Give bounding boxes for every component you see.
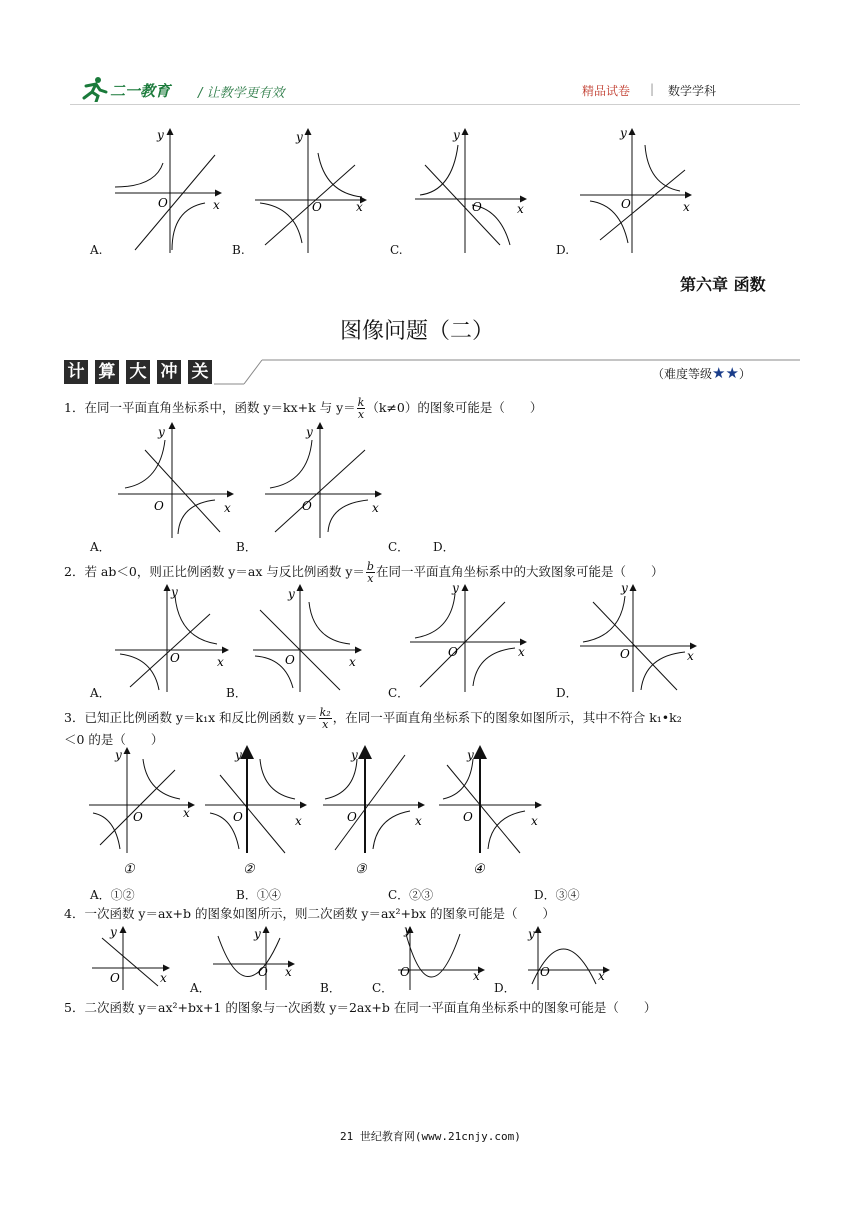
svg-text:O: O — [285, 653, 295, 667]
svg-text:x: x — [687, 649, 694, 663]
q3-option-d: D．③④ — [534, 888, 580, 902]
svg-text:O: O — [258, 965, 268, 979]
question-1: 1．在同一平面直角坐标系中，函数 y＝kx+k 与 y＝ $\frac{k}{x}$ （k≠0）的图象可能是（ ） — [64, 396, 543, 421]
svg-text:y: y — [467, 748, 474, 762]
svg-text:y: y — [404, 924, 411, 937]
q3-graphs — [85, 745, 555, 880]
svg-text:④: ④ — [473, 862, 485, 877]
svg-text:x: x — [683, 200, 690, 214]
question-4: 4．一次函数 y＝ax+b 的图象如图所示，则二次函数 y＝ax²+bx 的图象可能是（ ） — [64, 906, 555, 921]
q1-graph-b — [265, 424, 380, 538]
svg-text:y: y — [306, 425, 313, 439]
difficulty-close: ） — [738, 367, 751, 381]
difficulty-rating — [652, 364, 751, 382]
brand-name: 二一教育 — [110, 82, 171, 100]
svg-text:y: y — [452, 582, 459, 595]
q4-option-a: A． — [190, 981, 211, 995]
svg-text:O: O — [400, 965, 410, 979]
q1-option-a: A． — [90, 540, 111, 554]
q1-graphs — [110, 420, 400, 540]
svg-text:O: O — [158, 196, 168, 210]
q4-option-b: B． — [320, 981, 341, 995]
svg-text:x: x — [217, 655, 224, 669]
q4-graph-d — [527, 927, 608, 990]
svg-text:y: y — [157, 128, 164, 142]
question-5: 5．二次函数 y＝ax²+bx+1 的图象与一次函数 y＝2ax+b 在同一平面直角坐标系中的图象可能是（ ） — [64, 1000, 657, 1015]
q2-graph-a — [115, 585, 227, 692]
q4-option-d: D． — [494, 981, 516, 995]
svg-text:O: O — [133, 810, 143, 824]
svg-text:x: x — [160, 971, 167, 985]
q4-linear-graph — [92, 925, 168, 990]
svg-text:③: ③ — [355, 862, 367, 877]
banner-char-1: 计 — [64, 360, 88, 384]
prev-graph-b — [255, 130, 365, 253]
prev-option-d: D. — [556, 243, 570, 257]
q2-option-c: C． — [388, 686, 410, 700]
q2-graph-d — [580, 582, 695, 692]
q4-graph-c — [398, 924, 483, 990]
svg-text:O: O — [463, 810, 473, 824]
page-title: 图像问题（二） — [340, 319, 495, 344]
q3-graph-1 — [89, 748, 193, 877]
svg-text:y: y — [528, 927, 535, 941]
svg-text:y: y — [621, 582, 628, 595]
header-rule — [70, 104, 800, 105]
prev-graph-d — [580, 126, 690, 253]
svg-text:O: O — [347, 810, 357, 824]
banner-char-2: 算 — [95, 360, 119, 384]
q2-option-b: B． — [226, 686, 247, 700]
q2-graph-b — [253, 586, 360, 692]
svg-text:x: x — [285, 965, 292, 979]
svg-text:y: y — [235, 748, 242, 762]
difficulty-label: （难度等级 — [652, 367, 713, 381]
svg-text:O: O — [448, 645, 458, 659]
q4-graph-a — [213, 927, 293, 990]
difficulty-stars-icon: ★★ — [712, 364, 739, 382]
svg-text:y: y — [351, 748, 358, 762]
svg-text:O: O — [302, 499, 312, 513]
q4-option-c: C． — [372, 981, 394, 995]
svg-text:y: y — [254, 927, 261, 941]
svg-text:y: y — [171, 585, 178, 599]
q3-option-b: B．①④ — [236, 888, 281, 902]
q1-option-c: C． — [388, 540, 410, 554]
banner-char-3: 大 — [126, 360, 150, 384]
svg-text:x: x — [531, 814, 538, 828]
header-subject: 数学学科 — [668, 84, 717, 98]
svg-text:x: x — [183, 806, 190, 820]
header-divider: | — [650, 82, 655, 96]
page-footer: 21 世纪教育网(www.21cnjy.com) — [340, 1130, 521, 1143]
q3-option-c: C．②③ — [388, 888, 434, 902]
svg-text:O: O — [312, 200, 322, 214]
svg-text:y: y — [296, 130, 303, 144]
svg-text:x: x — [518, 645, 525, 659]
q2-graphs — [105, 582, 715, 694]
prev-graph-c — [415, 128, 525, 253]
runner-logo-icon — [78, 76, 108, 102]
q3-fraction: $\frac{\text{k₂}}{x}$ — [319, 706, 331, 731]
question-3: 3．已知正比例函数 y＝k₁x 和反比例函数 y＝ $\frac{\text{k₂}}{x}$ ，在同一平面直角坐标系下的图象如图所示，其中不符合 k₁•k₂ — [64, 706, 682, 731]
q1-option-d: D． — [433, 540, 455, 554]
q2-fraction: $\frac{b}{x}$ — [366, 560, 374, 585]
q2-option-a: A． — [90, 686, 111, 700]
q3-graph-3 — [323, 748, 423, 877]
svg-text:O: O — [620, 647, 630, 661]
banner-char-5: 关 — [188, 360, 212, 384]
svg-text:y: y — [158, 425, 165, 439]
svg-text:O: O — [540, 965, 550, 979]
q3-graph-4 — [439, 748, 540, 877]
svg-text:x: x — [473, 969, 480, 983]
svg-text:x: x — [356, 200, 363, 214]
svg-text:y: y — [115, 748, 122, 762]
header-tag: 精品试卷 — [582, 84, 631, 98]
svg-text:x: x — [517, 202, 524, 216]
svg-text:O: O — [233, 810, 243, 824]
svg-text:y: y — [453, 128, 460, 142]
q2-graph-c — [410, 582, 525, 692]
svg-text:x: x — [295, 814, 302, 828]
q1-graph-a — [118, 424, 232, 538]
q3-option-a: A．①② — [90, 888, 135, 902]
svg-text:y: y — [620, 126, 627, 140]
svg-text:O: O — [472, 200, 482, 214]
question-3-line2: ＜0 的是（ ） — [64, 732, 164, 747]
svg-text:x: x — [372, 501, 379, 515]
svg-text:O: O — [170, 651, 180, 665]
prev-option-b: B. — [232, 243, 245, 257]
svg-text:x: x — [213, 198, 220, 212]
svg-text:O: O — [154, 499, 164, 513]
prev-graph-a — [115, 128, 220, 253]
svg-text:x: x — [224, 501, 231, 515]
section-banner — [64, 358, 800, 386]
banner-char-4: 冲 — [157, 360, 181, 384]
q4-graphs — [88, 924, 618, 992]
chapter-heading: 第六章 函数 — [680, 275, 766, 294]
svg-text:①: ① — [123, 862, 135, 877]
page-header — [70, 72, 800, 104]
svg-text:y: y — [288, 587, 295, 601]
prev-option-c: C. — [390, 243, 403, 257]
q2-option-d: D． — [556, 686, 578, 700]
svg-text:x: x — [349, 655, 356, 669]
svg-text:O: O — [621, 197, 631, 211]
svg-text:x: x — [415, 814, 422, 828]
prev-graphs — [80, 125, 720, 260]
svg-text:②: ② — [243, 862, 255, 877]
q3-graph-2 — [205, 748, 305, 877]
q1-option-b: B． — [236, 540, 257, 554]
question-2: 2．若 ab＜0，则正比例函数 y＝ax 与反比例函数 y＝ $\frac{b}{x}$ 在同一平面直角坐标系中的大致图象可能是（ ） — [64, 560, 664, 585]
svg-text:O: O — [110, 971, 120, 985]
svg-text:x: x — [598, 969, 605, 983]
q1-fraction: $\frac{k}{x}$ — [357, 396, 365, 421]
svg-text:y: y — [110, 925, 117, 939]
brand-slogan: / 让教学更有效 — [198, 86, 285, 101]
prev-option-a: A. — [90, 243, 103, 257]
